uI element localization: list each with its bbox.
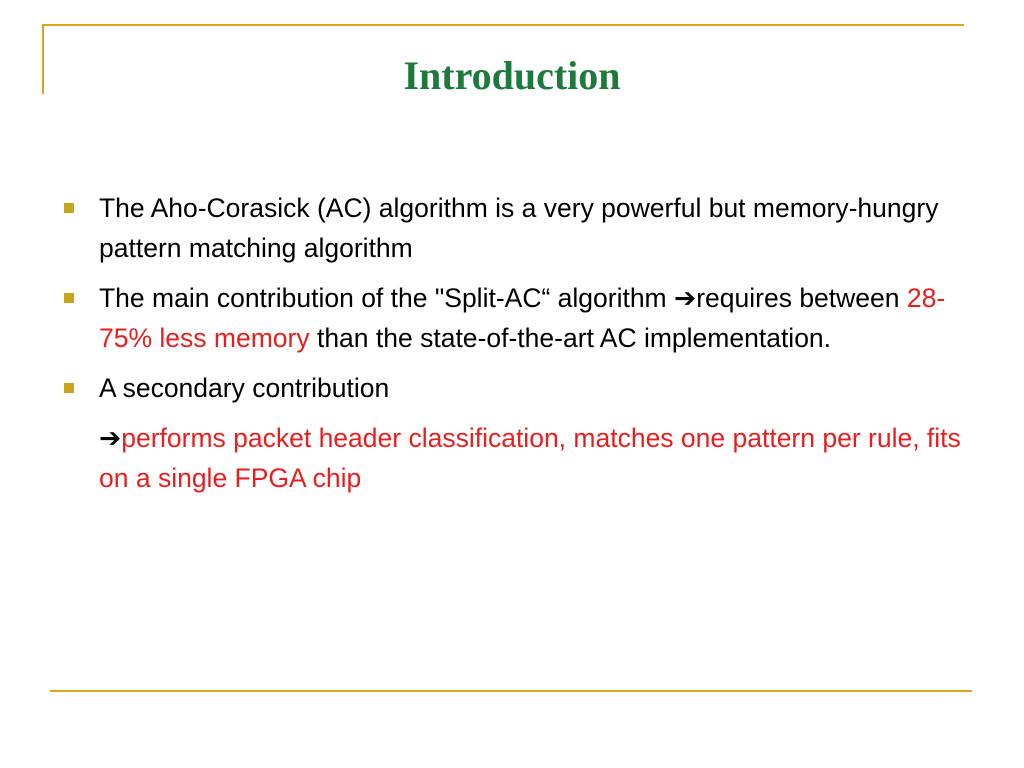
bullet-square-icon [64, 293, 74, 303]
frame-top-line [42, 24, 964, 26]
bullet-item-1 [62, 188, 962, 268]
frame-bottom-line [50, 690, 972, 692]
slide-content [62, 188, 962, 498]
arrow-icon: ➔ [674, 283, 697, 313]
bullet-square-icon [64, 383, 74, 393]
bullet-3-text: A secondary contribution [99, 373, 390, 403]
bullet-2-text-start: The main contribution of the "Split-AC“ algorithm [99, 283, 674, 313]
bullet-item-2 [62, 278, 962, 358]
bullet-1-text: The Aho-Corasick (AC) algorithm is a very powerful but memory-hungry pattern matching algorithm [99, 193, 939, 263]
bullet-3-continuation [62, 418, 962, 498]
bullet-2-text-end: than the state-of-the-art AC implementation. [309, 323, 832, 353]
bullet-2-text-middle: requires between [696, 283, 907, 313]
bullet-3-highlight: performs packet header classification, matches one pattern per rule, fits on a single FPGA chip [99, 423, 961, 493]
bullet-2-highlight: 28-75% less memory [99, 283, 946, 353]
bullet-square-icon [64, 203, 74, 213]
bullet-item-3 [62, 368, 962, 408]
arrow-icon: ➔ [99, 423, 122, 453]
slide-title: Introduction [403, 53, 621, 98]
